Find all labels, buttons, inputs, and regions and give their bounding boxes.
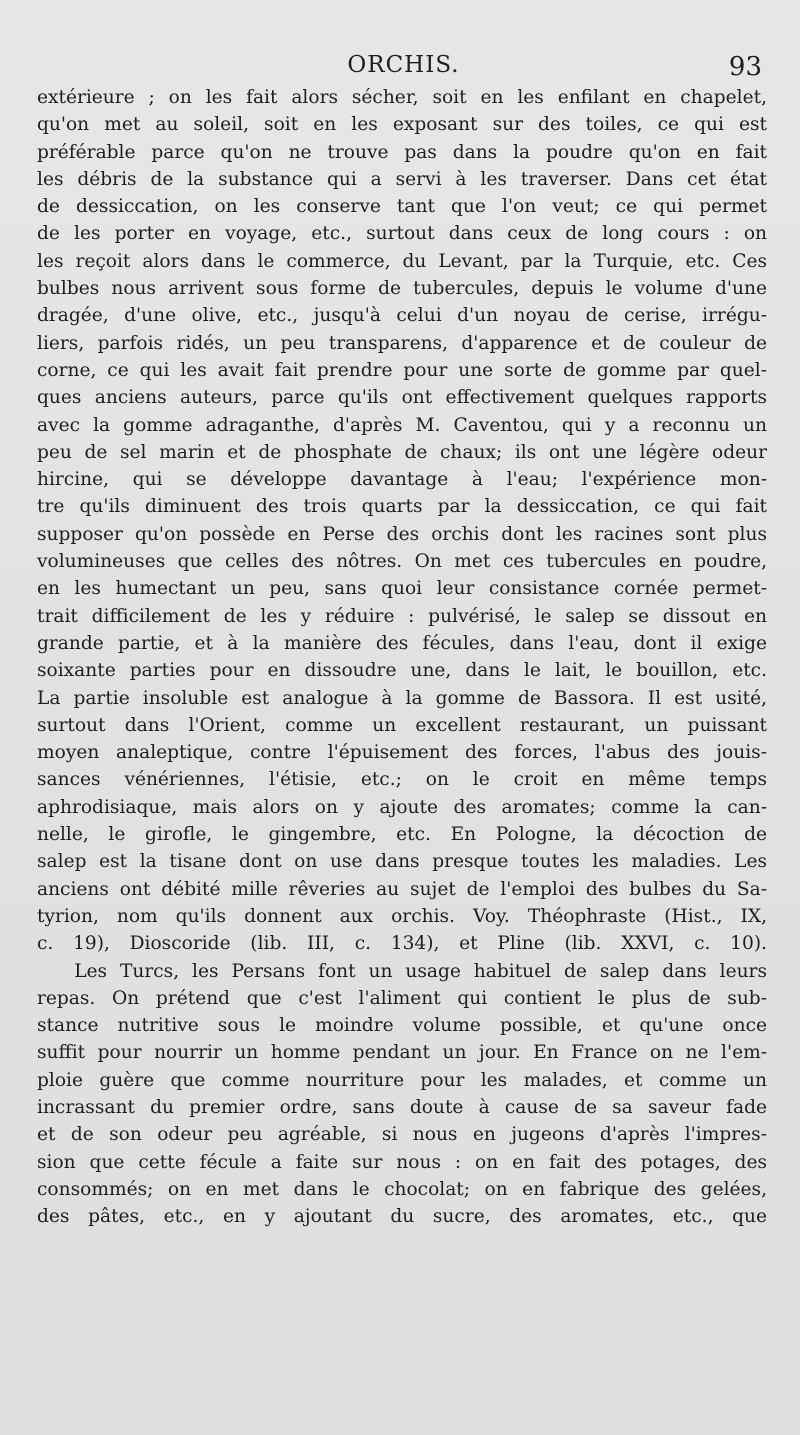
text-line: supposer qu'on possède en Perse des orchis dont les racines sont plus — [37, 523, 767, 545]
text-line: stance nutritive sous le moindre volume possible, et qu'une once — [37, 1015, 767, 1037]
text-line: corne, ce qui les avait fait prendre pour une sorte de gomme par quel- — [37, 359, 767, 381]
text-line: dragée, d'une olive, etc., jusqu'à celui d'un noyau de cerise, irrégu- — [37, 305, 767, 327]
text-line: et de son odeur peu agréable, si nous en jugeons d'après l'impres- — [37, 1124, 767, 1146]
body-text — [37, 84, 767, 1230]
text-line: moyen analeptique, contre l'épuisement des forces, l'abus des jouis- — [37, 742, 767, 764]
text-line: de dessiccation, on les conserve tant que l'on veut; ce qui permet — [37, 196, 767, 218]
text-line: volumineuses que celles des nôtres. On met ces tubercules en poudre, — [37, 551, 767, 573]
text-line: La partie insoluble est analogue à la gomme de Bassora. Il est usité, — [37, 687, 767, 709]
text-line: aphrodisiaque, mais alors on y ajoute des aromates; comme la can- — [37, 796, 767, 818]
text-line: extérieure ; on les fait alors sécher, soit en les enfilant en chapelet, — [37, 87, 767, 108]
text-line: hircine, qui se développe davantage à l'eau; l'expérience mon- — [37, 469, 767, 491]
text-line: qu'on met au soleil, soit en les exposant sur des toiles, ce qui est — [37, 114, 767, 136]
text-line: des pâtes, etc., en y ajoutant du sucre, des aromates, etc., que — [37, 1206, 767, 1228]
text-line: grande partie, et à la manière des fécules, dans l'eau, dont il exige — [37, 632, 767, 654]
text-line: de les porter en voyage, etc., surtout dans ceux de long cours : on — [37, 223, 767, 245]
text-line: tyrion, nom qu'ils donnent aux orchis. Voy. Théophraste (Hist., IX, — [37, 905, 767, 927]
text-line: préférable parce qu'on ne trouve pas dans la poudre qu'on en fait — [37, 141, 767, 163]
text-line: salep est la tisane dont on use dans presque toutes les maladies. Les — [37, 851, 767, 873]
running-title: ORCHIS. — [347, 52, 460, 78]
paragraph-start-line: Les Turcs, les Persans font un usage habituel de salep dans leurs — [74, 960, 767, 982]
text-line: bulbes nous arrivent sous forme de tubercules, depuis le volume d'une — [37, 278, 767, 300]
text-line: les reçoit alors dans le commerce, du Levant, par la Turquie, etc. Ces — [37, 250, 767, 272]
text-line: c. 19), Dioscoride (lib. III, c. 134), et Pline (lib. XXVI, c. 10). — [37, 933, 767, 955]
text-line: sion que cette fécule a faite sur nous : on en fait des potages, des — [37, 1151, 767, 1173]
text-line: repas. On prétend que c'est l'aliment qui contient le plus de sub- — [37, 987, 767, 1009]
text-line: liers, parfois ridés, un peu transparens, d'apparence et de couleur de — [37, 332, 767, 354]
text-line: suffit pour nourrir un homme pendant un jour. En France on ne l'em- — [37, 1042, 767, 1064]
text-line: surtout dans l'Orient, comme un excellent restaurant, un puissant — [37, 714, 767, 736]
text-line: ques anciens auteurs, parce qu'ils ont effectivement quelques rapports — [37, 387, 767, 409]
text-line: trait difficilement de les y réduire : pulvérisé, le salep se dissout en — [37, 605, 767, 627]
text-line: en les humectant un peu, sans quoi leur consistance cornée permet- — [37, 578, 767, 600]
page-number: 93 — [728, 52, 762, 82]
running-head — [37, 50, 770, 82]
text-line: peu de sel marin et de phosphate de chaux; ils ont une légère odeur — [37, 441, 767, 463]
text-line: les débris de la substance qui a servi à les traverser. Dans cet état — [37, 168, 767, 190]
text-line: tre qu'ils diminuent des trois quarts par la dessiccation, ce qui fait — [37, 496, 767, 518]
text-line: sances vénériennes, l'étisie, etc.; on le croit en même temps — [37, 769, 767, 791]
text-line: soixante parties pour en dissoudre une, dans le lait, le bouillon, etc. — [37, 660, 767, 682]
text-line: incrassant du premier ordre, sans doute à cause de sa saveur fade — [37, 1096, 767, 1118]
text-line: consommés; on en met dans le chocolat; on en fabrique des gelées, — [37, 1178, 767, 1200]
text-line: nelle, le girofle, le gingembre, etc. En Pologne, la décoction de — [37, 824, 767, 846]
text-line: anciens ont débité mille rêveries au sujet de l'emploi des bulbes du Sa- — [37, 878, 767, 900]
text-line: avec la gomme adraganthe, d'après M. Caventou, qui y a reconnu un — [37, 414, 767, 436]
text-line: ploie guère que comme nourriture pour les malades, et comme un — [37, 1069, 767, 1091]
